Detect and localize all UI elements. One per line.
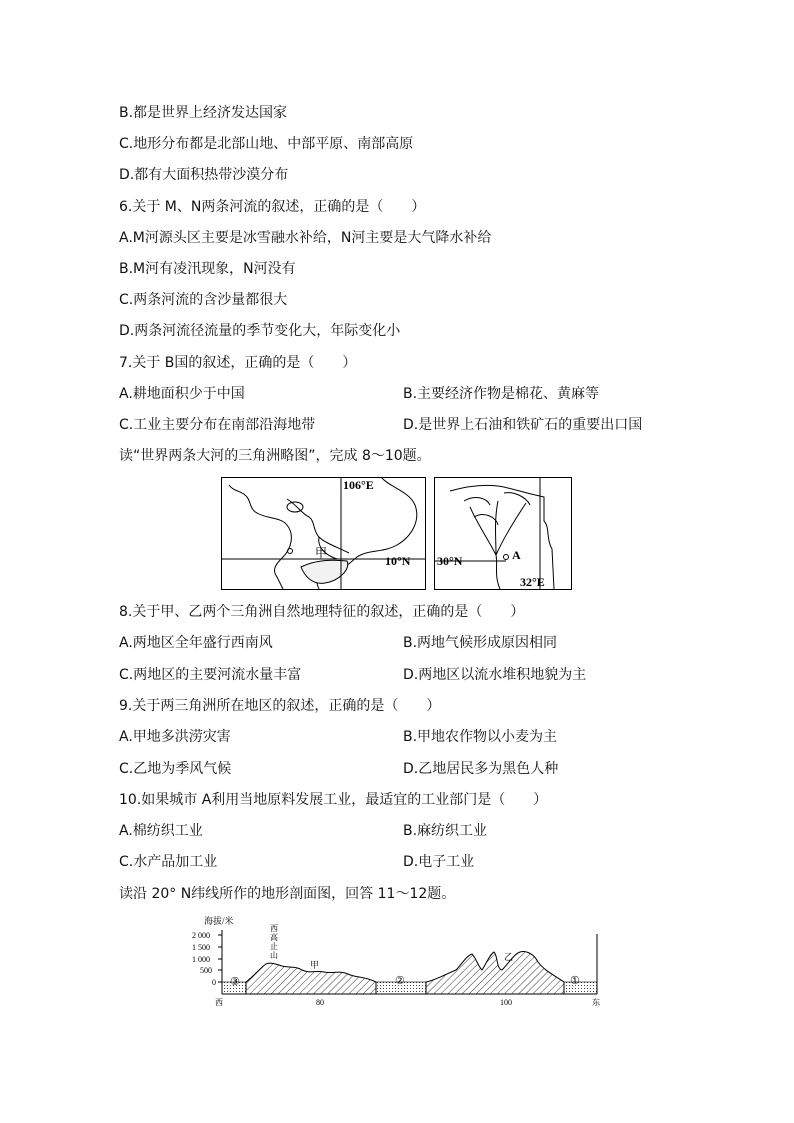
label-western-ghats (270, 924, 278, 960)
q6-option-a: A.M河源头区主要是冰雪融水补给，N河主要是大气降水补给 (119, 230, 492, 246)
terrain-profile (190, 912, 610, 1008)
q10-option-b: B.麻纺织工业 (403, 823, 488, 839)
q7-option-a: A.耕地面积少于中国 (119, 386, 245, 402)
landmass-indochina (426, 951, 564, 994)
q6-stem: 6.关于 M、N两条河流的叙述，正确的是（ ） (119, 199, 426, 215)
y-tick-0: 0 (212, 978, 216, 987)
x-tick-80: 80 (316, 998, 324, 1007)
instruction-8-10: 读“世界两条大河的三角洲略图”，完成 8～10题。 (119, 448, 431, 464)
label-30n: 30°N (437, 554, 463, 568)
label-western-ghats-char: 西 (270, 924, 278, 933)
q9-option-a: A.甲地多洪涝灾害 (119, 729, 231, 745)
q9-stem: 9.关于两三角洲所在地区的叙述，正确的是（ ） (119, 698, 441, 714)
q7-option-b: B.主要经济作物是棉花、黄麻等 (403, 386, 600, 402)
y-tick-2000: 2 000 (192, 931, 210, 940)
label-western-ghats-char: 高 (270, 933, 278, 942)
label-10n: 10°N (385, 554, 411, 568)
q6-option-d: D.两条河流径流量的季节变化大，年际变化小 (119, 323, 401, 339)
q8-option-a: A.两地区全年盛行西南风 (119, 635, 273, 651)
label-west: 西 (215, 998, 223, 1007)
y-axis-label: 海拔/米 (204, 916, 234, 926)
q6-option-c: C.两条河流的含沙量都很大 (119, 292, 288, 308)
q10-option-a: A.棉纺织工业 (119, 823, 203, 839)
q9-option-c: C.乙地为季风气候 (119, 761, 232, 777)
q7-stem: 7.关于 B国的叙述，正确的是（ ） (119, 355, 357, 371)
marker-3: ③ (230, 976, 240, 988)
label-western-ghats-char: 止 (270, 942, 278, 951)
q8-option-c: C.两地区的主要河流水量丰富 (119, 667, 302, 683)
delta-map-jia (221, 477, 426, 590)
label-western-ghats-char: 山 (270, 951, 278, 960)
label-yi-profile: 乙 (504, 952, 514, 962)
q10-option-c: C.水产品加工业 (119, 854, 218, 870)
y-tick-1500: 1 500 (192, 943, 210, 952)
label-32e: 32°E (520, 575, 545, 589)
label-jia-profile: 甲 (310, 960, 320, 970)
q9-option-b: B.甲地农作物以小麦为主 (403, 729, 558, 745)
label-106e: 106°E (343, 478, 374, 492)
q9-option-d: D.乙地居民多为黑色人种 (403, 761, 559, 777)
q5-option-c: C.地形分布都是北部山地、中部平原、南部高原 (119, 136, 414, 152)
q8-option-b: B.两地气候形成原因相同 (403, 635, 558, 651)
label-a: A (512, 548, 521, 562)
marker-1: ① (570, 975, 580, 987)
x-tick-100: 100 (500, 998, 512, 1007)
q10-option-d: D.电子工业 (403, 854, 475, 870)
sea-east (564, 982, 597, 994)
delta-map-yi (434, 477, 572, 590)
marker-2: ② (395, 975, 405, 987)
label-east: 东 (592, 998, 600, 1007)
q8-option-d: D.两地区以流水堆积地貌为主 (403, 667, 587, 683)
q6-option-b: B.M河有凌汛现象，N河没有 (119, 261, 296, 277)
instruction-11-12: 读沿 20° N纬线所作的地形剖面图，回答 11～12题。 (119, 886, 456, 902)
q5-option-b: B.都是世界上经济发达国家 (119, 105, 288, 121)
q5-option-d: D.都有大面积热带沙漠分布 (119, 167, 289, 183)
q8-stem: 8.关于甲、乙两个三角洲自然地理特征的叙述，正确的是（ ） (119, 604, 525, 620)
q10-stem: 10.如果城市 A利用当地原料发展工业，最适宜的工业部门是（ ） (119, 792, 548, 808)
y-tick-500: 500 (200, 966, 212, 975)
label-jia: 甲 (315, 546, 328, 560)
y-tick-1000: 1 000 (192, 955, 210, 964)
q7-option-d: D.是世界上石油和铁矿石的重要出口国 (403, 417, 643, 433)
q7-option-c: C.工业主要分布在南部沿海地带 (119, 417, 316, 433)
